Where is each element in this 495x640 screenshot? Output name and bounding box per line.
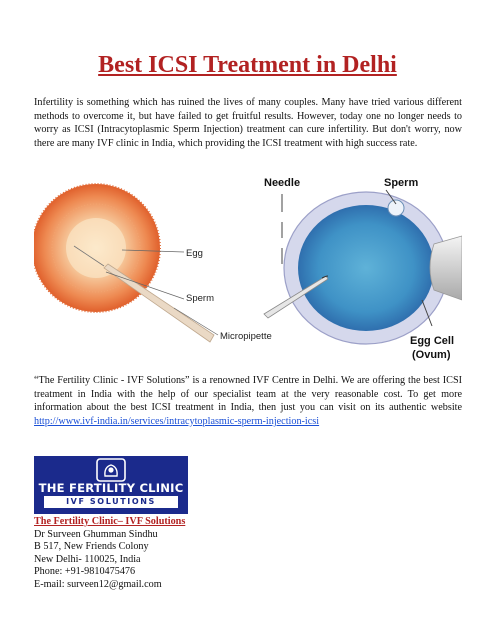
logo-text-main: THE FERTILITY CLINIC (38, 481, 184, 495)
contact-doctor: Dr Surveen Ghumman Sindhu (34, 528, 158, 540)
label-egg-cell: Egg Cell (410, 335, 455, 347)
contact-clinic-name[interactable]: The Fertility Clinic– IVF Solutions (34, 516, 186, 527)
body-text: “The Fertility Clinic - IVF Solutions” is a renowned IVF Centre in Delhi. We are offering the best ICSI treatment in India with the help of our specialist team at the very reasonable cost. To get more information about the best ICSI treatment in India, then just you can visit on its authentic website (34, 375, 462, 414)
label-micropipette: Micropipette (220, 331, 272, 342)
logo-emblem-icon (96, 458, 126, 482)
holding-pipette (430, 236, 462, 300)
contact-address-line2: New Delhi- 110025, India (34, 553, 141, 565)
label-needle: Needle (264, 177, 301, 189)
page-title: Best ICSI Treatment in Delhi (98, 52, 397, 78)
icsi-illustration (34, 160, 462, 365)
website-link[interactable]: http://www.ivf-india.in/services/intracytoplasmic-sperm-injection-icsi (34, 415, 320, 427)
label-ovum: (Ovum) (412, 349, 451, 361)
contact-address-line1: B 517, New Friends Colony (34, 541, 149, 553)
intro-paragraph: Infertility is something which has ruined the lives of many couples. Many have tried various different methods to overcome it, but have failed to get fruitful results. However, today one no longer needs to worry as ICSI (Intracytoplasmic Sperm Injection) treatment can cure infertility. But don't worry, now there are many IVF clinic in India, which providing the ICSI treatment with high success rate. (34, 97, 462, 149)
contact-phone: Phone: +91-9810475476 (34, 566, 136, 578)
logo-text-sub: IVF SOLUTIONS (66, 497, 156, 506)
label-sperm-right: Sperm (384, 177, 419, 189)
contact-email: E-mail: surveen12@gmail.com (34, 578, 162, 590)
label-sperm-left: Sperm (186, 293, 214, 304)
body-paragraph (34, 374, 462, 428)
clinic-logo (34, 456, 188, 514)
ovum-drawing (284, 192, 448, 344)
icsi-diagram-svg (34, 160, 462, 365)
label-egg: Egg (186, 248, 203, 259)
contact-block (34, 516, 185, 592)
